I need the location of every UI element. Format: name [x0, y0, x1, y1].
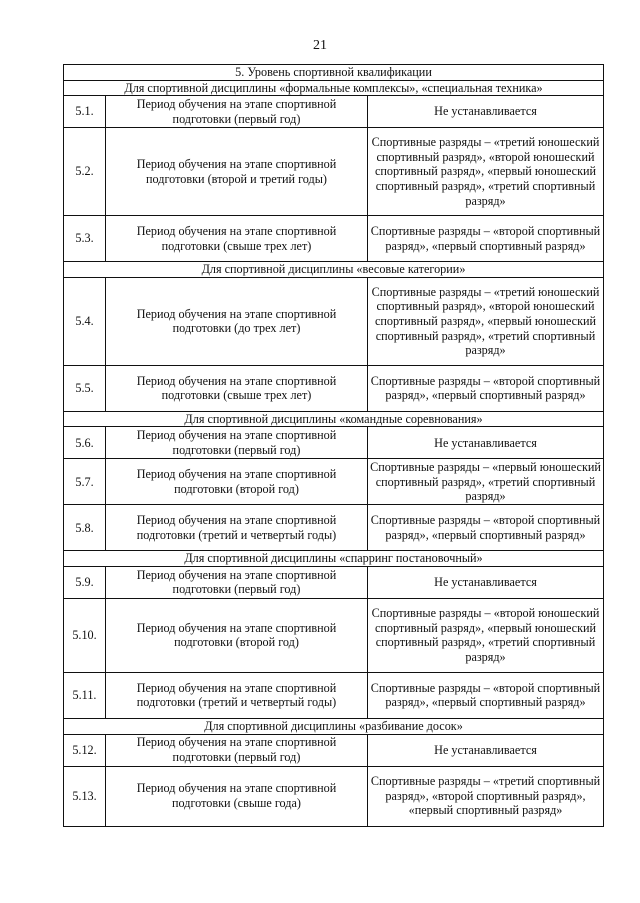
discipline-row [64, 411, 604, 427]
requirement-cell: Спортивные разряды – «третий юношеский спортивный разряд», «второй юношеский спортивный разряд», «первый юношеский спортивный разряд», «третий спортивный разряд» [368, 277, 604, 365]
table-row [64, 459, 604, 505]
requirement-cell: Спортивные разряды – «второй спортивный разряд», «первый спортивный разряд» [368, 216, 604, 262]
requirement-cell: Не устанавливается [368, 566, 604, 598]
table-row [64, 128, 604, 216]
row-number: 5.3. [64, 216, 106, 262]
discipline-heading: Для спортивной дисциплины «формальные комплексы», «специальная техника» [64, 80, 604, 96]
table-row [64, 277, 604, 365]
row-number: 5.1. [64, 96, 106, 128]
table-row [64, 566, 604, 598]
period-cell: Период обучения на этапе спортивной подготовки (первый год) [106, 734, 368, 766]
period-cell: Период обучения на этапе спортивной подготовки (свыше трех лет) [106, 365, 368, 411]
qualification-table [63, 64, 604, 827]
row-number: 5.6. [64, 427, 106, 459]
table-row [64, 505, 604, 551]
table-row [64, 427, 604, 459]
row-number: 5.2. [64, 128, 106, 216]
period-cell: Период обучения на этапе спортивной подготовки (третий и четвертый годы) [106, 505, 368, 551]
discipline-row [64, 551, 604, 567]
table-row [64, 766, 604, 826]
discipline-heading: Для спортивной дисциплины «весовые категории» [64, 262, 604, 278]
period-cell: Период обучения на этапе спортивной подготовки (первый год) [106, 96, 368, 128]
period-cell: Период обучения на этапе спортивной подготовки (первый год) [106, 427, 368, 459]
table-row [64, 672, 604, 718]
requirement-cell: Спортивные разряды – «третий спортивный разряд», «второй спортивный разряд», «первый спортивный разряд» [368, 766, 604, 826]
row-number: 5.5. [64, 365, 106, 411]
page-number: 21 [313, 38, 327, 53]
discipline-row [64, 80, 604, 96]
period-cell: Период обучения на этапе спортивной подготовки (до трех лет) [106, 277, 368, 365]
table-row [64, 96, 604, 128]
table-row [64, 734, 604, 766]
period-cell: Период обучения на этапе спортивной подготовки (второй год) [106, 459, 368, 505]
period-cell: Период обучения на этапе спортивной подготовки (свыше трех лет) [106, 216, 368, 262]
section-title-row [64, 65, 604, 81]
requirement-cell: Не устанавливается [368, 734, 604, 766]
discipline-heading: Для спортивной дисциплины «разбивание досок» [64, 718, 604, 734]
discipline-heading: Для спортивной дисциплины «спарринг постановочный» [64, 551, 604, 567]
row-number: 5.13. [64, 766, 106, 826]
section-title: 5. Уровень спортивной квалификации [64, 65, 604, 81]
table-row [64, 598, 604, 672]
table-row [64, 365, 604, 411]
row-number: 5.10. [64, 598, 106, 672]
period-cell: Период обучения на этапе спортивной подготовки (третий и четвертый годы) [106, 672, 368, 718]
row-number: 5.4. [64, 277, 106, 365]
period-cell: Период обучения на этапе спортивной подготовки (первый год) [106, 566, 368, 598]
requirement-cell: Спортивные разряды – «второй спортивный разряд», «первый спортивный разряд» [368, 672, 604, 718]
row-number: 5.12. [64, 734, 106, 766]
period-cell: Период обучения на этапе спортивной подготовки (второй год) [106, 598, 368, 672]
discipline-row [64, 718, 604, 734]
row-number: 5.9. [64, 566, 106, 598]
row-number: 5.8. [64, 505, 106, 551]
requirement-cell: Спортивные разряды – «второй спортивный разряд», «первый спортивный разряд» [368, 365, 604, 411]
period-cell: Период обучения на этапе спортивной подготовки (второй и третий годы) [106, 128, 368, 216]
period-cell: Период обучения на этапе спортивной подготовки (свыше года) [106, 766, 368, 826]
discipline-heading: Для спортивной дисциплины «командные соревнования» [64, 411, 604, 427]
discipline-row [64, 262, 604, 278]
requirement-cell: Спортивные разряды – «первый юношеский спортивный разряд», «третий спортивный разряд» [368, 459, 604, 505]
requirement-cell: Не устанавливается [368, 96, 604, 128]
row-number: 5.11. [64, 672, 106, 718]
requirement-cell: Не устанавливается [368, 427, 604, 459]
row-number: 5.7. [64, 459, 106, 505]
requirement-cell: Спортивные разряды – «второй спортивный разряд», «первый спортивный разряд» [368, 505, 604, 551]
table-row [64, 216, 604, 262]
requirement-cell: Спортивные разряды – «второй юношеский спортивный разряд», «первый юношеский спортивный разряд», «третий спортивный разряд» [368, 598, 604, 672]
requirement-cell: Спортивные разряды – «третий юношеский спортивный разряд», «второй юношеский спортивный разряд», «первый юношеский спортивный разряд», «третий спортивный разряд» [368, 128, 604, 216]
